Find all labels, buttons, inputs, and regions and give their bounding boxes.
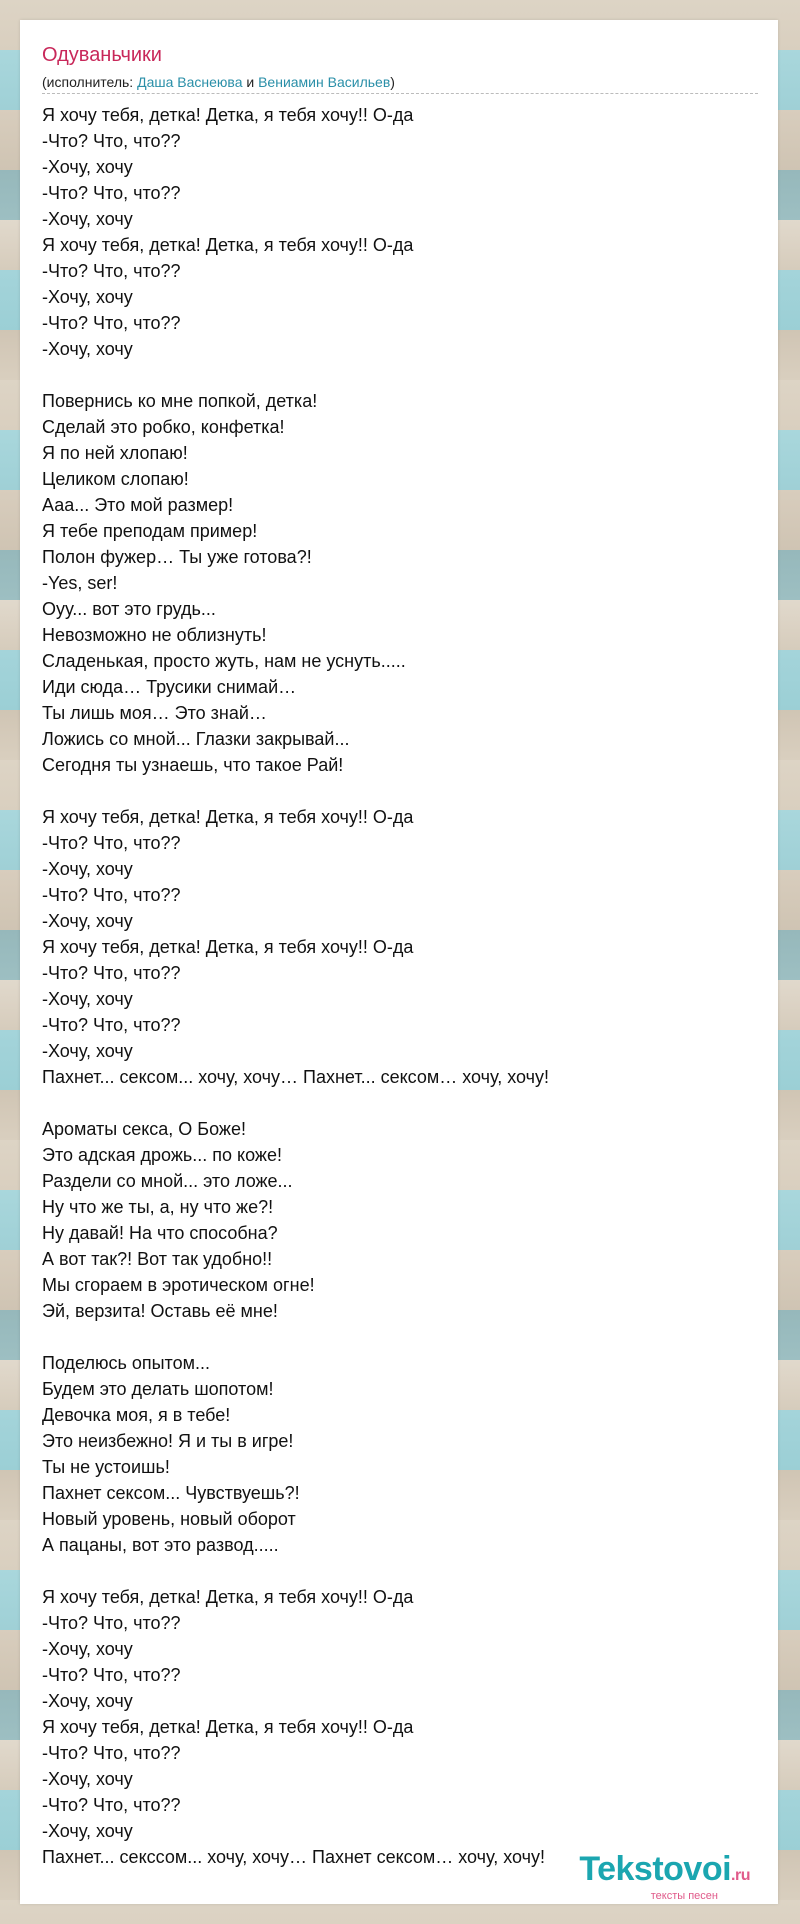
lyrics-line: Мы сгораем в эротическом огне!: [42, 1275, 315, 1295]
lyrics-line: Оуу... вот это грудь...: [42, 599, 216, 619]
lyrics-line: Раздели со мной... это ложе...: [42, 1171, 293, 1191]
lyrics-stanza: [42, 388, 762, 778]
lyrics-line: Ну давай! На что способна?: [42, 1223, 278, 1243]
lyrics-line: Ты не устоишь!: [42, 1457, 170, 1477]
lyrics-line: -Что? Что, что??: [42, 183, 181, 203]
lyrics-line: -Что? Что, что??: [42, 1613, 181, 1633]
lyrics-line: Новый уровень, новый оборот: [42, 1509, 296, 1529]
lyrics-line: Я хочу тебя, детка! Детка, я тебя хочу!! О-да: [42, 807, 414, 827]
lyrics-line: -Хочу, хочу: [42, 911, 133, 931]
lyrics-line: -Что? Что, что??: [42, 313, 181, 333]
logo-tld: .ru: [731, 1867, 750, 1884]
artist-line: [42, 74, 395, 90]
logo-wordmark: [579, 1852, 750, 1893]
lyrics-line: -Хочу, хочу: [42, 287, 133, 307]
artist-link-dasha[interactable]: Даша Васнеюва: [137, 74, 243, 90]
lyrics-line: Я хочу тебя, детка! Детка, я тебя хочу!! О-да: [42, 1717, 414, 1737]
lyrics-line: Ложись со мной... Глазки закрывай...: [42, 729, 350, 749]
song-title: Одуваньчики: [42, 44, 162, 66]
lyrics-line: Целиком слопаю!: [42, 469, 189, 489]
lyrics-line: Я хочу тебя, детка! Детка, я тебя хочу!! О-да: [42, 235, 414, 255]
lyrics-stanza: [42, 804, 762, 1090]
lyrics-line: А пацаны, вот это развод.....: [42, 1535, 279, 1555]
lyrics-line: -Хочу, хочу: [42, 1821, 133, 1841]
lyrics-stanza: [42, 1584, 762, 1870]
lyrics-stanza: [42, 102, 762, 362]
lyrics-line: Ароматы секса, О Боже!: [42, 1119, 246, 1139]
lyrics-line: Сделай это робко, конфетка!: [42, 417, 285, 437]
lyrics-line: Пахнет... секссом... хочу, хочу… Пахнет сексом… хочу, хочу!: [42, 1847, 546, 1867]
lyrics-line: -Что? Что, что??: [42, 885, 181, 905]
lyrics-line: Я хочу тебя, детка! Детка, я тебя хочу!! О-да: [42, 1587, 414, 1607]
lyrics-line: Я тебе преподам пример!: [42, 521, 258, 541]
lyrics-line: Я хочу тебя, детка! Детка, я тебя хочу!! О-да: [42, 937, 414, 957]
lyrics-line: -Yes, ser!: [42, 573, 118, 593]
lyrics-line: -Хочу, хочу: [42, 859, 133, 879]
lyrics-line: -Хочу, хочу: [42, 157, 133, 177]
lyrics-line: Сегодня ты узнаешь, что такое Рай!: [42, 755, 344, 775]
lyrics-line: Ааа... Это мой размер!: [42, 495, 234, 515]
lyrics-stanza: [42, 1350, 762, 1558]
lyrics-stanza: [42, 1116, 762, 1324]
lyrics-line: -Хочу, хочу: [42, 339, 133, 359]
lyrics-line: Девочка моя, я в тебе!: [42, 1405, 231, 1425]
lyrics-line: Я хочу тебя, детка! Детка, я тебя хочу!! О-да: [42, 105, 414, 125]
lyrics-line: Я по ней хлопаю!: [42, 443, 188, 463]
lyrics-line: Повернись ко мне попкой, детка!: [42, 391, 318, 411]
lyrics-line: Будем это делать шопотом!: [42, 1379, 274, 1399]
lyrics-card: [20, 20, 778, 1904]
lyrics-line: -Что? Что, что??: [42, 1665, 181, 1685]
artist-prefix: (исполнитель:: [42, 74, 138, 90]
lyrics-line: -Что? Что, что??: [42, 1743, 181, 1763]
lyrics-line: Пахнет... сексом... хочу, хочу… Пахнет... сексом… хочу, хочу!: [42, 1067, 550, 1087]
lyrics-line: Полон фужер… Ты уже готова?!: [42, 547, 312, 567]
lyrics-line: -Что? Что, что??: [42, 833, 181, 853]
lyrics-line: -Хочу, хочу: [42, 209, 133, 229]
lyrics-line: Поделюсь опытом...: [42, 1353, 210, 1373]
lyrics-line: -Хочу, хочу: [42, 1691, 133, 1711]
lyrics-line: -Что? Что, что??: [42, 131, 181, 151]
artist-suffix: ): [390, 74, 395, 90]
lyrics-line: -Что? Что, что??: [42, 1015, 181, 1035]
lyrics-line: -Что? Что, что??: [42, 963, 181, 983]
logo-tagline: тексты песен: [650, 1890, 718, 1902]
lyrics-line: Это адская дрожь... по коже!: [42, 1145, 282, 1165]
lyrics-line: -Что? Что, что??: [42, 261, 181, 281]
lyrics-line: -Хочу, хочу: [42, 1639, 133, 1659]
lyrics-line: Ты лишь моя… Это знай…: [42, 703, 267, 723]
lyrics-line: Пахнет сексом... Чувствуешь?!: [42, 1483, 300, 1503]
artist-and: и: [242, 74, 259, 90]
lyrics-text: [42, 102, 762, 1896]
lyrics-line: Невозможно не облизнуть!: [42, 625, 267, 645]
logo-word: Tekstovoi: [579, 1850, 732, 1888]
lyrics-line: -Хочу, хочу: [42, 1041, 133, 1061]
artist-link-veniamin[interactable]: Вениамин Васильев: [258, 74, 391, 90]
lyrics-line: А вот так?! Вот так удобно!!: [42, 1249, 273, 1269]
lyrics-line: -Хочу, хочу: [42, 989, 133, 1009]
lyrics-line: Сладенькая, просто жуть, нам не уснуть.....: [42, 651, 406, 671]
lyrics-line: Ну что же ты, а, ну что же?!: [42, 1197, 274, 1217]
lyrics-line: -Хочу, хочу: [42, 1769, 133, 1789]
lyrics-line: Иди сюда… Трусики снимай…: [42, 677, 297, 697]
title-divider: [42, 93, 758, 94]
lyrics-line: -Что? Что, что??: [42, 1795, 181, 1815]
lyrics-line: Это неизбежно! Я и ты в игре!: [42, 1431, 294, 1451]
site-logo[interactable]: [579, 1852, 750, 1902]
lyrics-line: Эй, верзита! Оставь её мне!: [42, 1301, 278, 1321]
